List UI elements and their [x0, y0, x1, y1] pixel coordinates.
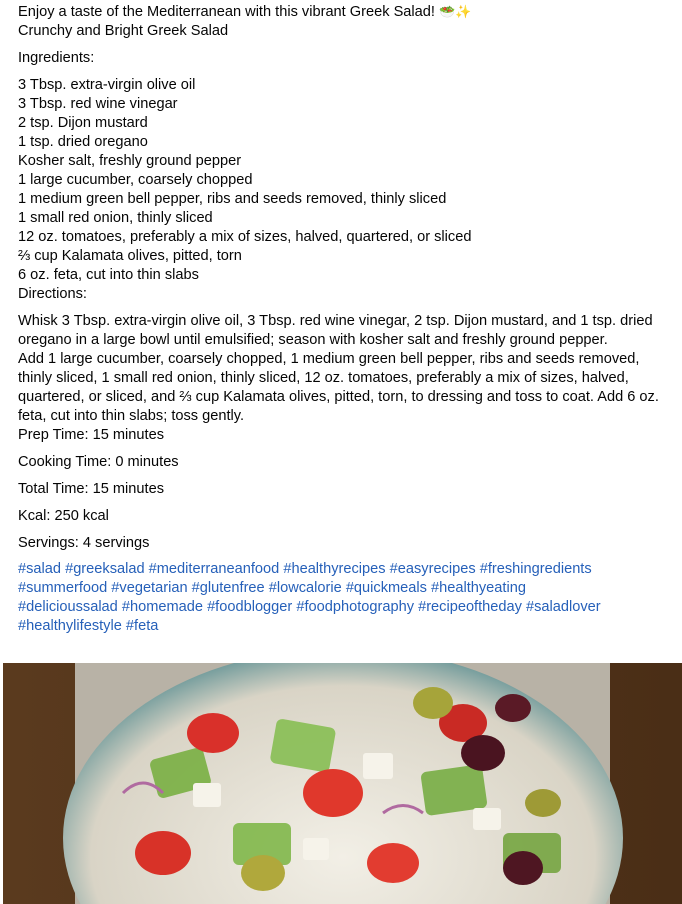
directions-heading: Directions:	[18, 286, 87, 302]
ingredient-item: 3 Tbsp. extra-virgin olive oil	[18, 77, 196, 93]
hashtag-link[interactable]: #foodphotography	[296, 599, 415, 615]
recipe-title: Crunchy and Bright Greek Salad	[18, 23, 229, 39]
ingredient-item: 3 Tbsp. red wine vinegar	[18, 96, 178, 112]
hashtag-link[interactable]: #greeksalad	[65, 561, 145, 577]
ingredient-item: 6 oz. feta, cut into thin slabs	[18, 267, 199, 283]
hashtag-link[interactable]: #lowcalorie	[268, 580, 342, 596]
hashtag-link[interactable]: #freshingredients	[479, 561, 592, 577]
hashtag-link[interactable]: #delicioussalad	[18, 599, 118, 615]
hashtag-link[interactable]: #easyrecipes	[389, 561, 476, 577]
hashtag-link[interactable]: #healthylifestyle	[18, 618, 122, 634]
intro-text: Enjoy a taste of the Mediterranean with this vibrant Greek Salad!	[18, 4, 435, 20]
hashtag-link[interactable]: #salad	[18, 561, 62, 577]
ingredient-item: ⅔ cup Kalamata olives, pitted, torn	[18, 248, 242, 264]
hashtag-list	[18, 560, 668, 636]
cooking-time: Cooking Time: 0 minutes	[18, 454, 179, 470]
hashtag-link[interactable]: #healthyrecipes	[283, 561, 386, 577]
prep-time: Prep Time: 15 minutes	[18, 427, 165, 443]
ingredients-list	[18, 76, 668, 304]
hashtag-link[interactable]: #recipeoftheday	[418, 599, 522, 615]
hashtag-link[interactable]: #vegetarian	[111, 580, 188, 596]
post-photo[interactable]	[3, 663, 682, 904]
hashtag-link[interactable]: #glutenfree	[191, 580, 265, 596]
hashtag-link[interactable]: #feta	[125, 618, 159, 634]
ingredient-item: Kosher salt, freshly ground pepper	[18, 153, 242, 169]
servings: Servings: 4 servings	[18, 535, 150, 551]
ingredient-item: 1 large cucumber, coarsely chopped	[18, 172, 253, 188]
hashtag-link[interactable]: #quickmeals	[345, 580, 427, 596]
total-time: Total Time: 15 minutes	[18, 481, 165, 497]
hashtag-link[interactable]: #summerfood	[18, 580, 108, 596]
hashtag-link[interactable]: #healthyeating	[431, 580, 526, 596]
post-text	[18, 2, 668, 636]
hashtag-link[interactable]: #foodblogger	[207, 599, 293, 615]
ingredient-item: 1 small red onion, thinly sliced	[18, 210, 213, 226]
ingredient-item: 12 oz. tomatoes, preferably a mix of sizes, halved, quartered, or sliced	[18, 229, 472, 245]
ingredient-item: 1 tsp. dried oregano	[18, 134, 148, 150]
ingredient-item: 2 tsp. Dijon mustard	[18, 115, 148, 131]
directions-list	[18, 312, 668, 445]
ingredient-item: 1 medium green bell pepper, ribs and seeds removed, thinly sliced	[18, 191, 447, 207]
salad-sparkles-emoji-icon: 🥗✨	[439, 4, 472, 19]
kcal: Kcal: 250 kcal	[18, 508, 109, 524]
hashtag-link[interactable]: #homemade	[121, 599, 203, 615]
hashtag-link[interactable]: #mediterraneanfood	[148, 561, 280, 577]
direction-step: Add 1 large cucumber, coarsely chopped, 1 medium green bell pepper, ribs and seeds removed, thinly sliced, 1 small red onion, thinly sliced, 12 oz. tomatoes, preferably a mix of sizes, halved, quartered, or sliced, and ⅔ cup Kalamata olives, pitted, torn, to dressing and toss to coat. Add 6 oz. feta, cut into thin slabs; toss gently.	[18, 351, 659, 424]
ingredients-heading: Ingredients:	[18, 50, 95, 66]
post-intro	[18, 2, 668, 22]
direction-step: Whisk 3 Tbsp. extra-virgin olive oil, 3 Tbsp. red wine vinegar, 2 tsp. Dijon mustard, and 1 tsp. dried oregano in a large bowl until emulsified; season with kosher salt and freshly ground pepper.	[18, 313, 653, 348]
hashtag-link[interactable]: #saladlover	[526, 599, 601, 615]
greek-salad-photo	[3, 663, 682, 904]
